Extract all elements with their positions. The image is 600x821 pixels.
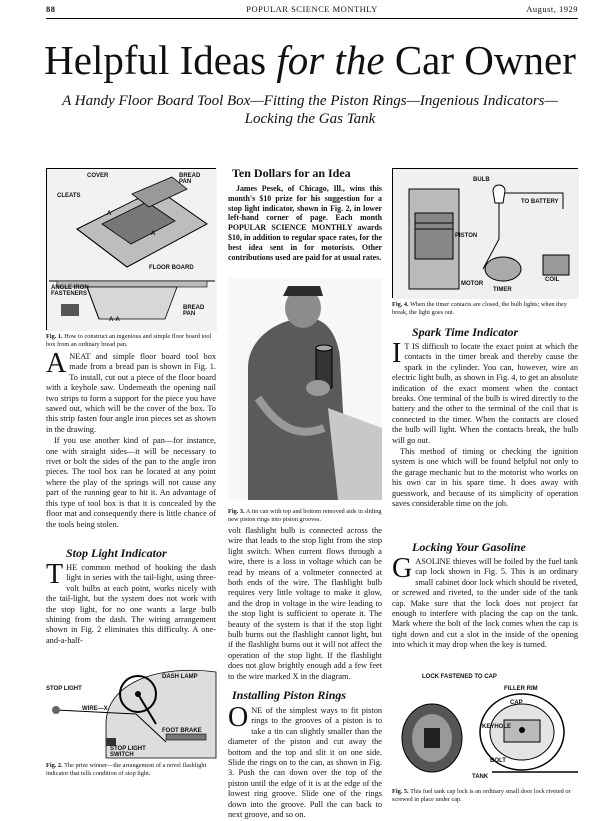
fig2-label-dash-lamp: DASH LAMP [162,674,198,680]
fig5-label-cap: CAP [510,700,523,706]
fig1-label-angle-iron: ANGLE IRON FASTENERS [51,285,89,297]
figure-2-stoplight-diagram [46,664,216,758]
toolbox-article [46,348,216,531]
stoplight-article [46,559,216,647]
page-title [40,38,580,82]
fig3-caption-number: Fig. 3. [228,508,245,515]
fig5-caption-text: This fuel tank cap lock is an ordinary small door lock riveted or screwed in place under cap. [392,788,571,803]
toolbox-paragraph-2: If you use another kind of pan—for instance, one with straight sides—it will be necessary to rivet or bolt the sides of the pan to the angle iron pieces. The tool box can be located at any point where the play of the springs will not cause any part of the running gear to hit it. An advantage of this type of tool box is that it is concealed by the floor mat and consequently there is little chance of the tools being stolen. [46,436,216,529]
stoplight-continued-text: volt flashlight bulb is connected across the wire that leads to the stop light from the stop light switch. When current flows through a wire, there is a loss in voltage which can be read by means of a voltmeter connected at both ends of the wire. The flashlight bulb requires very little voltage to make it glow, and the drop in voltage in the wire leading to the stop light is sufficient to operate it. The beauty of the system is that if the stop light bulb burns out the flashlight cannot light, but if the flashlight burns out it will not affect the operation of the stop light. If the flashlight does not glow brightly enough add a few feet to the wire marked X in the diagram. [228,526,382,681]
fig4-caption-number: Fig. 4. [392,301,409,308]
gas-paragraph-1 [392,553,578,651]
fig4-label-battery: TO BATTERY [521,199,559,205]
title-part-2: for the [276,37,385,83]
figure-4-caption [392,301,578,316]
mechanic-photo [228,278,382,500]
piston-dropcap: O [228,702,249,733]
toolbox-p1-text: NEAT and simple floor board tool box made from a bread pan is shown in Fig. 1. To install, cut out a piece of the floor board with a keyhole saw. Underneath the opening nail two strips to form a support for the piece you have sawed out, which will be the cover of the box. To this strip fasten four angle iron pieces set as shown in the drawing. [46,352,216,434]
fig5-label-tank: TANK [472,774,489,780]
fig1-caption-number: Fig. 1. [46,333,63,340]
figure-3-caption [228,508,382,523]
header-rule [46,18,578,19]
fig3-caption-text: A tin can with top and bottom removed aids in sliding new piston rings into piston grooves. [228,508,382,523]
page-number: 88 [46,4,56,14]
gas-dropcap: G [392,553,413,584]
gas-article [392,553,578,652]
fig4-label-coil: COIL [545,277,560,283]
figure-1-caption [46,333,216,348]
fig1-label-bread-pan-top: BREAD PAN [179,173,201,185]
fig1-label-floor-board: FLOOR BOARD [149,265,194,271]
title-part-3: Car Owner [384,37,576,83]
fig4-label-timer: TIMER [493,287,512,293]
figure-3-photo [228,278,382,500]
prize-heading: Ten Dollars for an Idea [232,166,351,180]
issue-date: August, 1929 [526,4,578,14]
toolbox-dropcap: A [46,348,67,379]
spark-dropcap: I [392,338,402,369]
spark-article [392,338,578,511]
fig1-label-a2: A [151,231,156,237]
stoplight-dropcap: T [46,559,64,590]
figure-2-caption [46,762,216,777]
subtitle: A Handy Floor Board Tool Box—Fitting the Piston Rings—Ingenious Indicators—Locking the Gas Tank [62,93,558,127]
spark-paragraph-2: This method of timing or checking the ignition system is one which will be found helpful not only to the garage mechanic but to the motorist who works on his own car in his spare time. It does away with guesswork, and because of its simplicity of operation saves considerable time on the job. [392,447,578,509]
spark-paragraph-1 [392,338,578,446]
figure-1-toolbox-drawing [46,168,216,330]
figure-4-timer-diagram [392,168,578,298]
gas-heading: Locking Your Gasoline [412,540,526,554]
toolbox-paragraph-1 [46,348,216,435]
stoplight-heading: Stop Light Indicator [66,546,167,560]
title-part-1: Helpful Ideas [44,37,277,83]
fig1-label-cleats: CLEATS [57,193,81,199]
fig5-label-keyhole: KEYHOLE [482,724,512,730]
fig2-caption-text: The prize winner—the arrangement of a novel flashlight indicator that tells condition of stop light. [46,762,207,777]
fig5-label-bolt: BOLT [490,758,506,764]
fig1-label-a1: A [107,211,112,217]
fig5-label-filler-rim: FILLER RIM [504,686,538,692]
piston-heading: Installing Piston Rings [232,688,347,702]
fig1-label-cover: COVER [87,173,109,179]
piston-article [228,702,382,821]
fig2-caption-number: Fig. 2. [46,762,63,769]
piston-paragraph-1 [228,702,382,820]
fig1-label-bread-pan-bottom: BREAD PAN [183,305,205,317]
running-head [46,4,578,18]
piston-p1-text: NE of the simplest ways to fit piston rings to the grooves of a piston is to take a tin can slightly smaller than the diameter of the piston and cut away the bottom and the top and slit it on one side. Slide the rings on to the can, as shown in Fig. 3. Push the can down over the top of the piston until the edge of it is at the edge of the lowest ring groove. Slide one of the rings down into the groove. Pull the can back to next groove, and so on. [228,706,382,820]
gas-p1-text: ASOLINE thieves will be foiled by the fuel tank cap lock shown in Fig. 5. This is an ordinary small cabinet door lock which should be riveted, or screwed and riveted, to the under side of the tank cap. Make sure that the lock does not project far enough to interfere with placing the cap on the tank. Mark where the bolt of the lock comes when the cap is tight down and cut a slot in the inside of the opening into which it may drop when the key is turned. [392,557,578,650]
fig1-label-aa: A-A [109,317,120,323]
fig4-caption-text: When the timer contacts are closed, the bulb lights; when they break, the light goes out. [392,301,567,316]
stoplight-p1-text: HE common method of hooking the dash light in series with the tail-light, using three-volt bulbs at each point, works nicely with the tail-light, but the system does not work with the stop light, for no one wants a large bulb shining from the dash. The wiring arrangement shown in Fig. 2 eliminates this difficulty. A one-and-a-half- [46,563,216,645]
stoplight-paragraph-1 [46,559,216,646]
fig2-label-foot-brake: FOOT BRAKE [162,728,202,734]
magazine-name: POPULAR SCIENCE MONTHLY [246,4,378,14]
prize-text: James Pesek, of Chicago, Ill., wins this month's $10 prize for his suggestion for a stop light indicator, shown in Fig. 2, in lower left-hand corner of page. Each month POPULAR SCIENCE MONTHLY awards $10, in addition to regular space rates, for the best idea sent in for motorists. Other contributions used are paid for at usual rates. [228,184,382,262]
figure-5-cap-lock-diagram [392,672,578,784]
fig4-label-motor: MOTOR [461,281,484,287]
fig1-caption-text: How to construct an ingenious and simple floor board tool box from an ordinary bread pan. [46,333,212,348]
fig4-label-bulb: BULB [473,177,490,183]
fig5-caption-number: Fig. 5. [392,788,409,795]
spark-heading: Spark Time Indicator [412,325,519,339]
fig2-label-stop-light: STOP LIGHT [46,686,82,692]
stoplight-continued [228,526,382,683]
spark-p1-text: T IS difficult to locate the exact point at which the contacts in the timer break and thereby cause the spark in the cylinder. You can, however, wire an electric light bulb, as shown in Fig. 4, to get an absolute indication of the exact moment when the contact breaks. One terminal of the bulb is wired directly to the battery and the other to the terminal of the coil that is connected to the timer. When the contacts are closed the bulb will light. When the contacts break, the bulb will go out. [392,342,578,445]
fig5-label-lock: LOCK FASTENED TO CAP [422,674,497,680]
prize-notice [228,184,382,263]
fig2-label-stop-switch: STOP LIGHT SWITCH [110,746,146,758]
fig2-label-wire-x: WIRE—X [82,706,108,712]
fig4-label-piston: PISTON [455,233,478,239]
figure-5-caption [392,788,578,803]
